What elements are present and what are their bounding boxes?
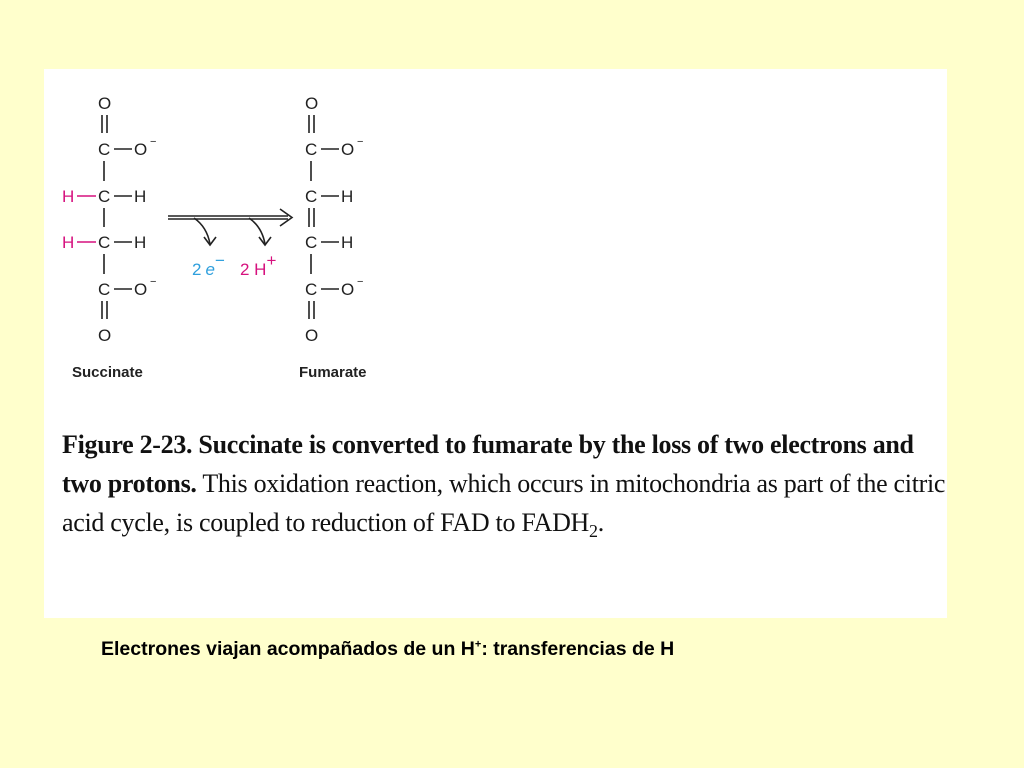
figure-panel [44, 69, 947, 618]
succinate-h-red-2: H [62, 233, 75, 252]
succinate-structure [62, 94, 156, 381]
succinate-label: Succinate [72, 364, 143, 381]
footer-sup: + [474, 638, 482, 651]
fumarate-o1-charge: − [357, 136, 364, 148]
succinate-o-bottom: O [98, 326, 112, 345]
succinate-o4: O [134, 280, 148, 299]
succinate-h2: H [134, 187, 147, 206]
fumarate-c3: C [305, 233, 318, 252]
succinate-c4: C [98, 280, 111, 299]
fumarate-o4-charge: − [357, 276, 364, 288]
electron-curved-arrow [194, 218, 210, 244]
fumarate-o-top: O [305, 94, 319, 113]
succinate-o4-charge: − [150, 276, 157, 288]
arrow-head [280, 209, 292, 226]
electrons-label: 2 e− [192, 251, 225, 279]
figure-caption [62, 425, 947, 551]
succinate-o-top: O [98, 94, 112, 113]
caption-end: . [597, 508, 604, 537]
fumarate-c1: C [305, 140, 318, 159]
reaction-arrow [168, 209, 292, 279]
succinate-h-red-1: H [62, 187, 75, 206]
succinate-c2: C [98, 187, 111, 206]
footer-text-after: : transferencias de H [481, 638, 675, 660]
caption-body: This oxidation reaction, which occurs in mitochondria as part of the citric acid cycle, is coupled to reduction of FAD to FADH [62, 469, 946, 537]
fumarate-c4: C [305, 280, 318, 299]
succinate-c1: C [98, 140, 111, 159]
fumarate-h2: H [341, 187, 354, 206]
succinate-h3: H [134, 233, 147, 252]
succinate-c3: C [98, 233, 111, 252]
fumarate-o1: O [341, 140, 355, 159]
succinate-o1-charge: − [150, 136, 157, 148]
caption-subscript: 2 [589, 521, 598, 542]
fumarate-h3: H [341, 233, 354, 252]
caption-bold: Figure 2-23. Succinate is converted to fumarate by the loss of two electrons and two protons. [62, 430, 914, 498]
slide-footer-text [101, 638, 674, 661]
protons-label: 2 H+ [240, 251, 277, 279]
footer-text-before: Electrones viajan acompañados de un H [101, 638, 475, 660]
fumarate-structure [299, 94, 367, 381]
fumarate-label: Fumarate [299, 364, 367, 381]
fumarate-c2: C [305, 187, 318, 206]
succinate-o1: O [134, 140, 148, 159]
fumarate-o-bottom: O [305, 326, 319, 345]
proton-curved-arrow [249, 218, 265, 244]
fumarate-o4: O [341, 280, 355, 299]
